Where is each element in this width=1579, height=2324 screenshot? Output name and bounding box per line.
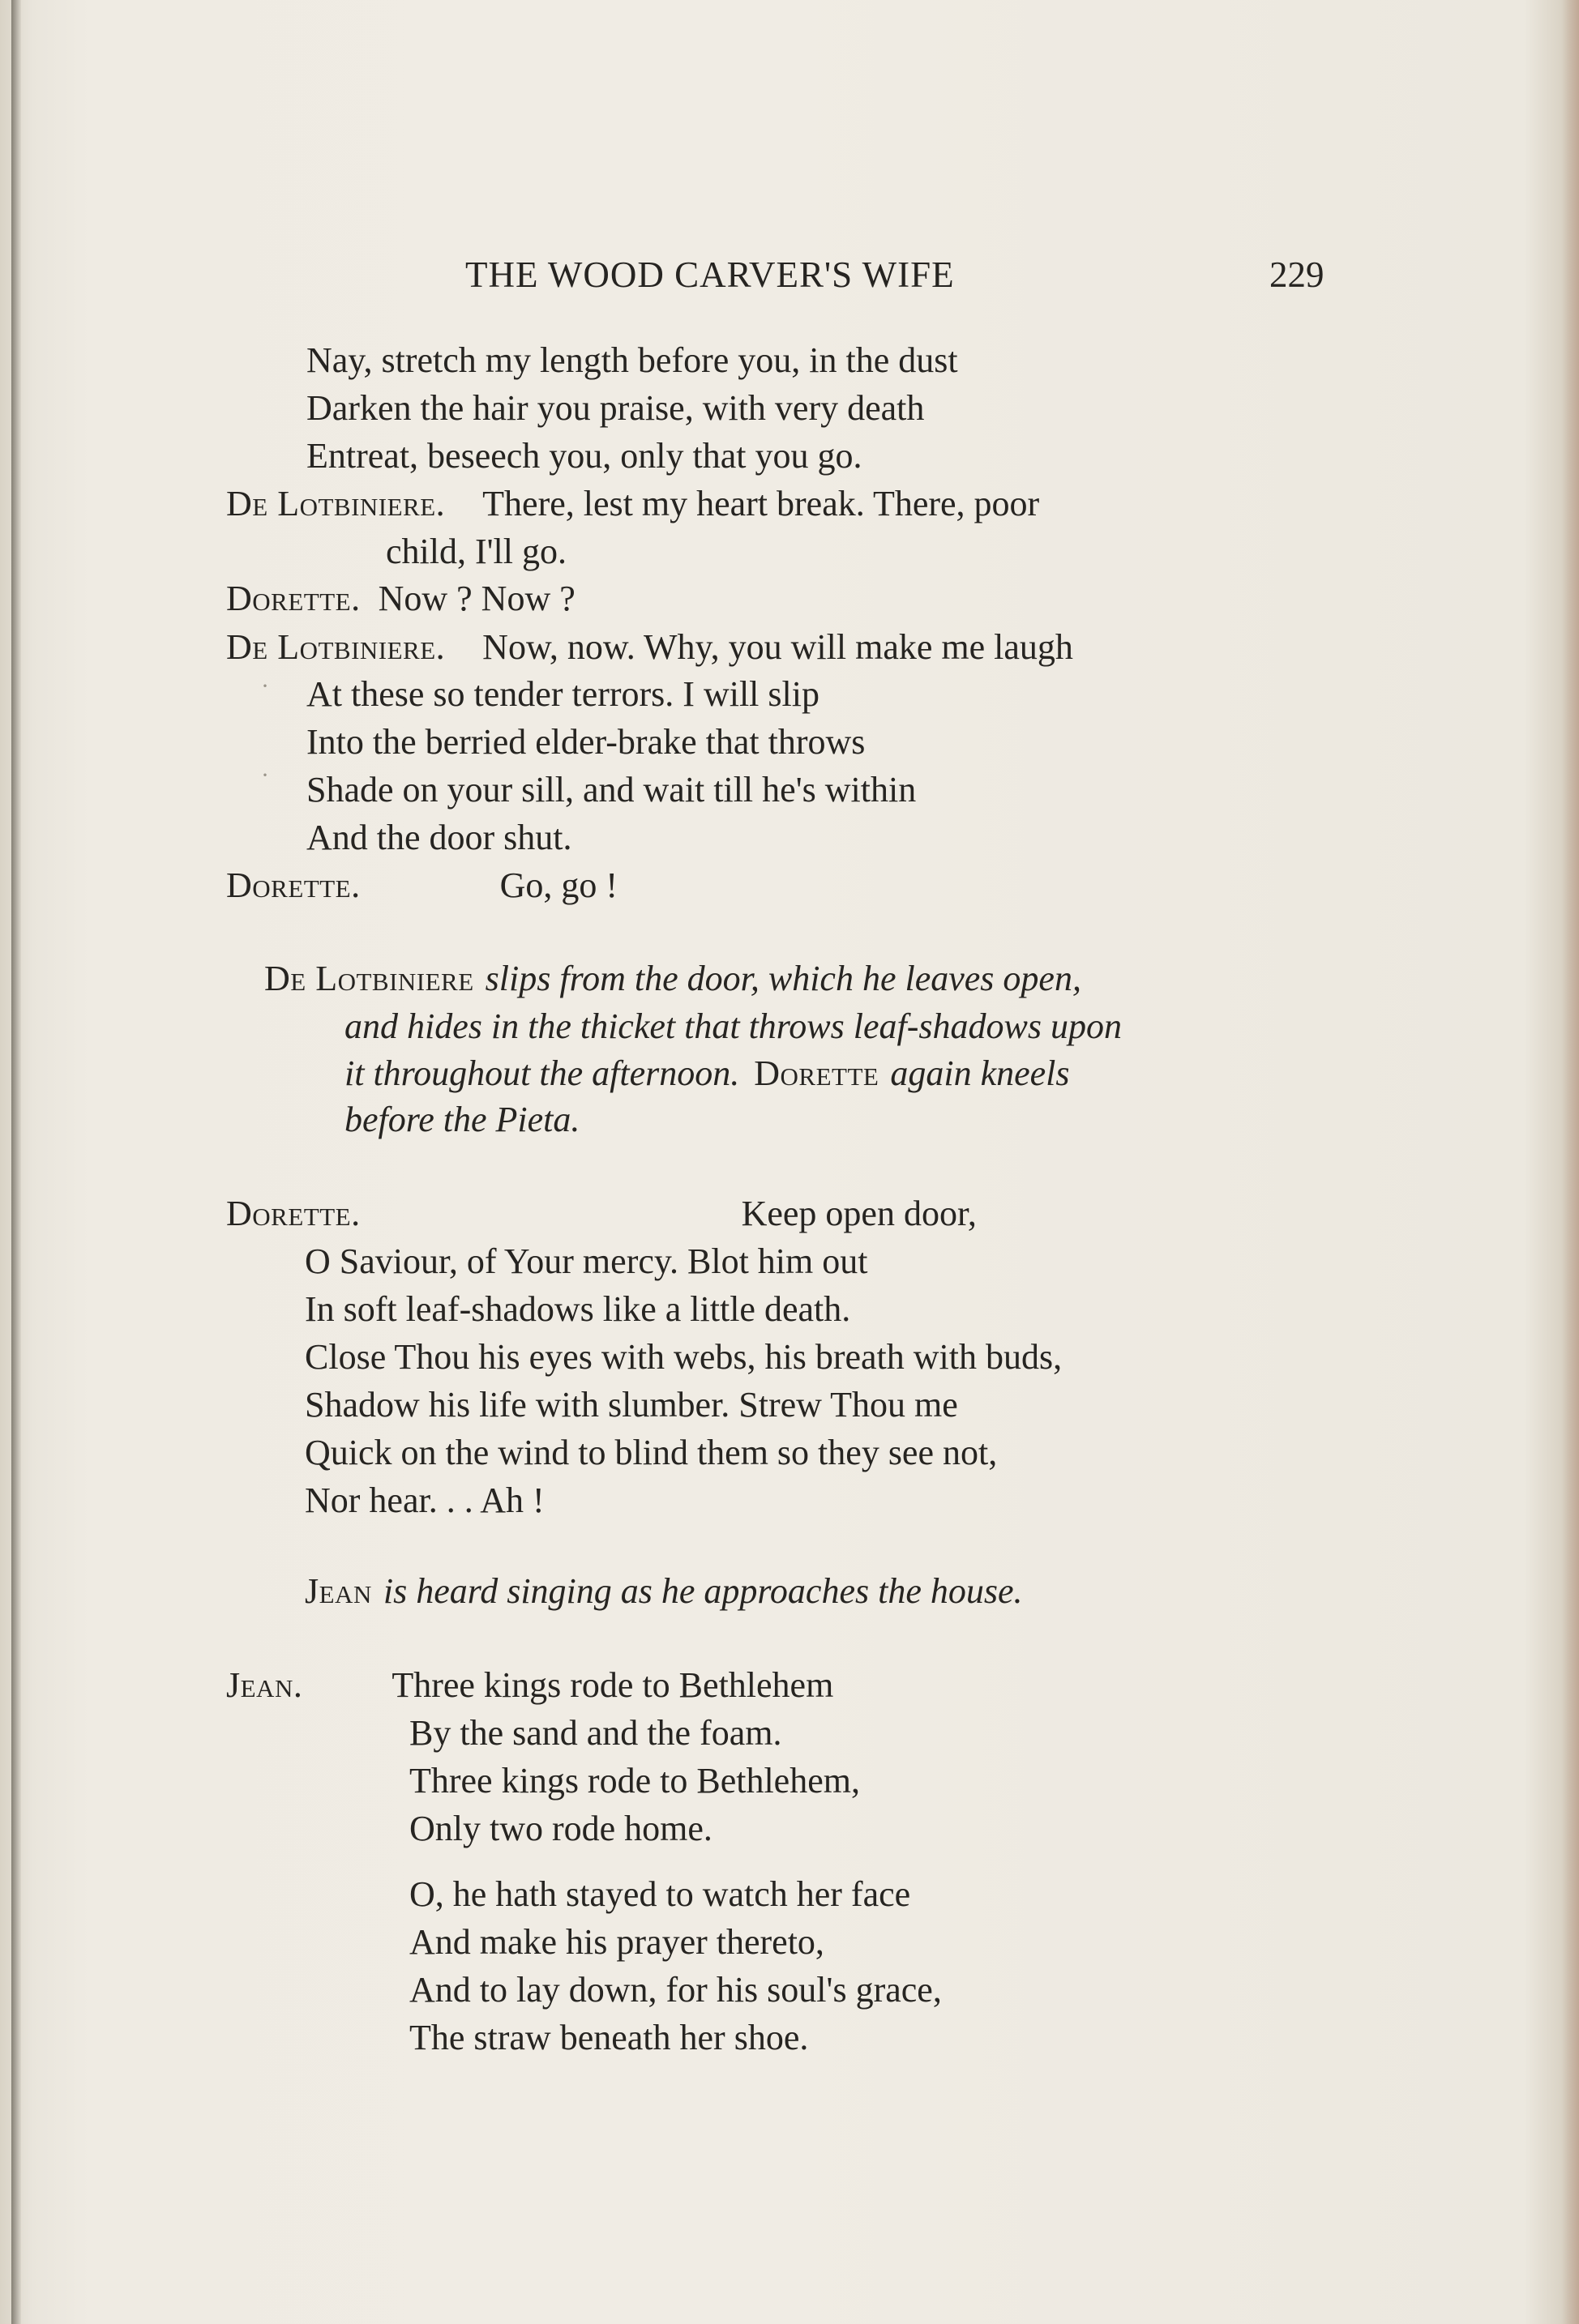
- speaker-name: Dorette.: [226, 1194, 361, 1233]
- song-line: O, he hath stayed to watch her face: [409, 1874, 911, 1914]
- speaker-name: Jean.: [226, 1665, 303, 1705]
- song-line: Three kings rode to Bethlehem: [392, 1665, 834, 1705]
- song-line: The straw beneath her shoe.: [409, 2018, 809, 2057]
- stage-direction-text: is heard singing as he approaches the house.: [383, 1571, 1023, 1611]
- page-edge: [1561, 0, 1579, 2324]
- stage-direction-text: it throughout the afternoon.: [344, 1053, 740, 1093]
- speaker-name: Dorette: [754, 1053, 879, 1093]
- verse-line: Darken the hair you praise, with very death: [306, 388, 925, 428]
- verse-line: At these so tender terrors. I will slip: [306, 674, 819, 714]
- verse-line: Shadow his life with slumber. Strew Thou me: [305, 1385, 958, 1425]
- speaker-name: Dorette.: [226, 579, 361, 618]
- verse-line: child, I'll go.: [386, 532, 567, 571]
- song-line: Three kings rode to Bethlehem,: [409, 1761, 860, 1801]
- song-line: By the sand and the foam.: [409, 1713, 782, 1753]
- running-title: THE WOOD CARVER'S WIFE: [465, 254, 955, 295]
- speech-line: [226, 865, 618, 906]
- page-header: [0, 254, 1579, 302]
- verse-line: Close Thou his eyes with webs, his breath with buds,: [305, 1337, 1063, 1377]
- book-spine-shadow: [11, 0, 21, 2324]
- speech-line: [226, 579, 576, 619]
- margin-mark: ·: [261, 762, 269, 788]
- page-number: 229: [1269, 254, 1324, 295]
- stage-direction-line: [264, 959, 1081, 999]
- speech-line: [226, 1665, 833, 1706]
- stage-direction-line: and hides in the thicket that throws leaf-shadows upon: [344, 1006, 1122, 1046]
- verse-line: And the door shut.: [306, 818, 572, 857]
- speech-text: Now, now. Why, you will make me laugh: [482, 627, 1073, 667]
- song-line: And to lay down, for his soul's grace,: [409, 1970, 942, 2010]
- speech-text: Now ? Now ?: [378, 579, 576, 618]
- verse-line: Into the berried elder-brake that throws: [306, 722, 866, 762]
- verse-line: Quick on the wind to blind them so they see not,: [305, 1433, 998, 1472]
- speech-line: [226, 627, 1073, 668]
- speech-line: [226, 1194, 977, 1234]
- stage-direction-line: [305, 1571, 1023, 1612]
- verse-line: O Saviour, of Your mercy. Blot him out: [305, 1241, 868, 1281]
- verse-line: Entreat, beseech you, only that you go.: [306, 436, 862, 476]
- verse-line: Nay, stretch my length before you, in the dust: [306, 340, 958, 380]
- speaker-name: De Lotbiniere.: [226, 484, 446, 523]
- song-line: And make his prayer thereto,: [409, 1922, 824, 1962]
- speaker-name: Dorette.: [226, 865, 361, 905]
- stage-direction-text: slips from the door, which he leaves open,: [485, 959, 1081, 998]
- song-line: Only two rode home.: [409, 1809, 712, 1848]
- speech-line: [226, 484, 1039, 524]
- stage-direction-line: before the Pieta.: [344, 1100, 580, 1139]
- speech-text: Go, go !: [499, 865, 618, 905]
- stage-direction-line: [344, 1053, 1070, 1094]
- speaker-name: Jean: [305, 1571, 372, 1611]
- speaker-name: De Lotbiniere: [264, 959, 474, 998]
- margin-mark: ·: [261, 673, 269, 699]
- verse-line: Shade on your sill, and wait till he's within: [306, 770, 917, 810]
- stage-direction-text: again kneels: [890, 1053, 1070, 1093]
- speaker-name: De Lotbiniere.: [226, 627, 446, 667]
- verse-line: In soft leaf-shadows like a little death.: [305, 1289, 851, 1329]
- speech-text: There, lest my heart break. There, poor: [482, 484, 1040, 523]
- verse-line: Nor hear. . . Ah !: [305, 1480, 545, 1520]
- speech-text: Keep open door,: [741, 1194, 977, 1233]
